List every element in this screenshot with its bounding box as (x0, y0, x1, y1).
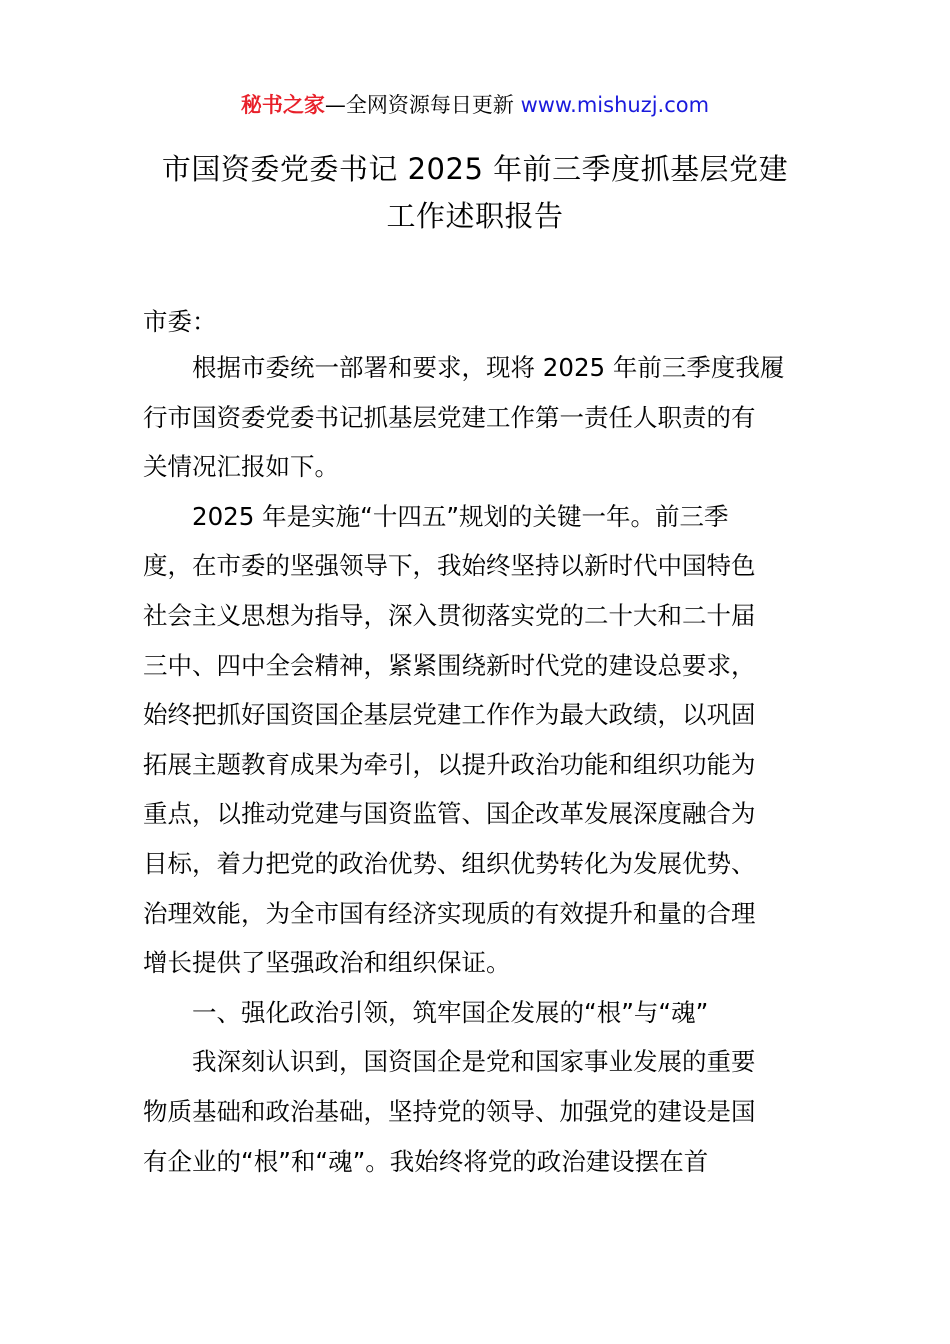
paragraph-line: 根据市委统一部署和要求，现将 2025 年前三季度我履 (192, 353, 785, 382)
paragraph-line: 社会主义思想为指导，深入贯彻落实党的二十大和二十届 (143, 600, 756, 630)
section-heading: 一、强化政治引领，筑牢国企发展的“根”与“魂” (192, 997, 709, 1027)
paragraph-line: 物质基础和政治基础，坚持党的领导、加强党的建设是国 (143, 1096, 756, 1126)
paragraph-line: 我深刻认识到，国资国企是党和国家事业发展的重要 (192, 1047, 756, 1077)
title-line-1: 市国资委党委书记 2025 年前三季度抓基层党建 (161, 152, 789, 186)
site-header (0, 88, 950, 122)
document-title (120, 146, 830, 240)
paragraph-line: 有企业的“根”和“魂”。我始终将党的政治建设摆在首 (143, 1146, 709, 1176)
brand-name: 秘书之家 (240, 93, 325, 117)
paragraph-line: 关情况汇报如下。 (143, 452, 339, 482)
paragraph-line: 增长提供了坚强政治和组织保证。 (143, 948, 511, 978)
paragraph-line: 三中、四中全会精神，紧紧围绕新时代党的建设总要求， (143, 650, 756, 680)
paragraph-line: 治理效能，为全市国有经济实现质的有效提升和量的合理 (143, 898, 756, 928)
header-tagline: —全网资源每日更新 (324, 93, 521, 117)
paragraph-line: 行市国资委党委书记抓基层党建工作第一责任人职责的有 (143, 402, 756, 432)
salutation: 市委： (143, 307, 217, 336)
site-url-link[interactable]: www.mishuzj.com (520, 93, 710, 117)
report-body (143, 343, 808, 1186)
paragraph-line: 2025 年是实施“十四五”规划的关键一年。前三季 (192, 501, 729, 531)
paragraph-line: 度，在市委的坚强领导下，我始终坚持以新时代中国特色 (143, 551, 756, 581)
paragraph-line: 拓展主题教育成果为牵引，以提升政治功能和组织功能为 (143, 749, 756, 779)
paragraph-line: 始终把抓好国资国企基层党建工作作为最大政绩，以巩固 (143, 700, 756, 730)
paragraph-line: 目标，着力把党的政治优势、组织优势转化为发展优势、 (143, 848, 756, 878)
title-line-2: 工作述职报告 (386, 199, 564, 233)
paragraph-line: 重点，以推动党建与国资监管、国企改革发展深度融合为 (143, 799, 756, 829)
